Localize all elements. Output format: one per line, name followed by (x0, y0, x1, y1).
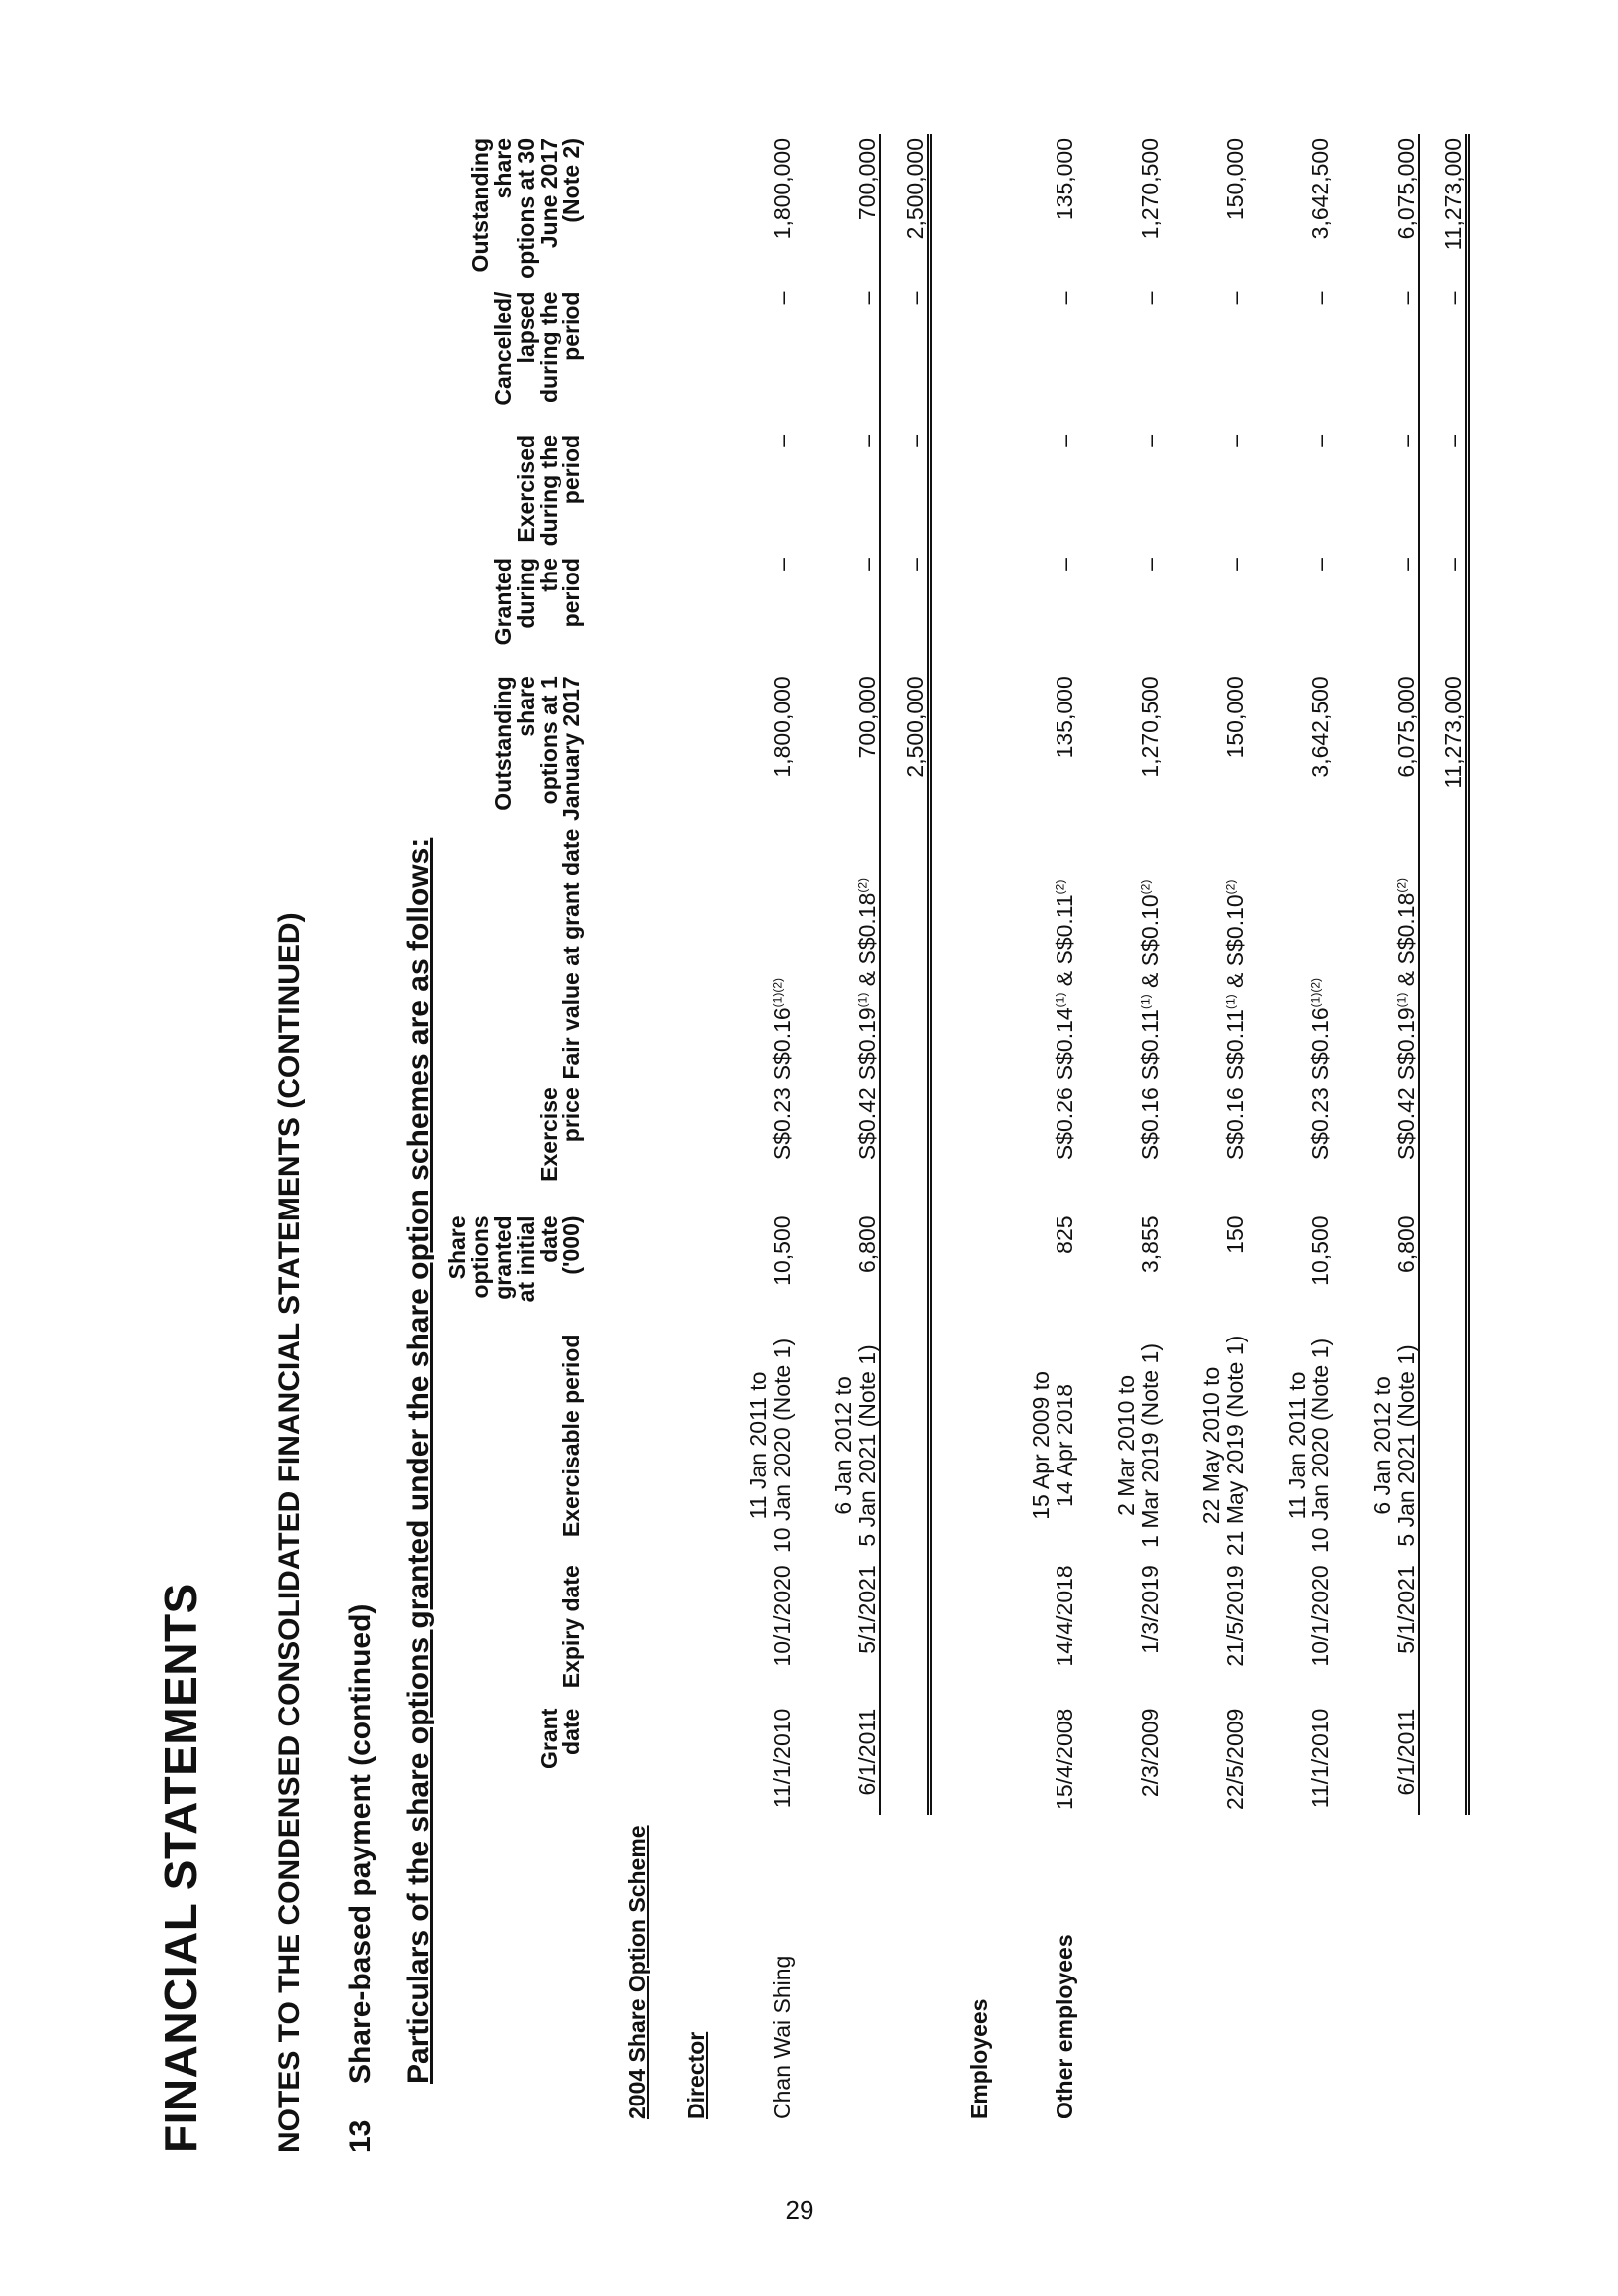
section-title: Share-based payment (continued) (344, 1603, 377, 2084)
exercised-during-period: – (853, 434, 880, 447)
scheme-row (589, 134, 649, 2123)
holder-name (1162, 1815, 1247, 2123)
fair-value-1: S$0.19 (853, 1007, 880, 1081)
exercisable-period-start: 2 Mar 2010 to (1112, 1374, 1139, 1516)
subtotal-cancelled: – (1419, 288, 1468, 431)
fair-value-1-note: (1) (1394, 992, 1409, 1008)
fair-value-2-note: (2) (1053, 879, 1067, 895)
cancelled-lapsed: – (768, 291, 795, 305)
column-header: Share options granted at initial date ('000) (444, 1215, 584, 1303)
expiry-date: 14/4/2018 (1051, 1565, 1077, 1667)
fair-value (991, 826, 1076, 1084)
table-body (589, 134, 1468, 2123)
fair-value-1-note: (1)(2) (770, 977, 785, 1008)
exercised-during-period: – (1221, 434, 1248, 447)
grant-date: 6/1/2011 (1392, 1708, 1419, 1796)
outstanding-closing: 1,270,500 (1136, 138, 1163, 240)
fair-value-2-note: (2) (1223, 879, 1238, 895)
fair-value-1-note: (1) (1138, 994, 1153, 1010)
grand-total-row (1419, 134, 1468, 2123)
share-options-table (446, 134, 1470, 2123)
fair-value-2-note: (2) (1394, 877, 1409, 893)
granted-during-period: – (1221, 558, 1248, 571)
granted-during-period: – (1392, 558, 1419, 571)
notes-title: NOTES TO THE CONDENSED CONSOLIDATED FINANCIAL STATEMENTS (CONTINUED) (273, 912, 306, 2153)
subtotal-blank (880, 1705, 930, 1815)
exercise-price: S$0.23 (768, 1087, 795, 1161)
subtotal-granted: – (1419, 554, 1468, 672)
outstanding-closing: 135,000 (1051, 138, 1077, 221)
director-label-row (649, 134, 708, 2123)
grant-date: 15/4/2008 (1051, 1708, 1077, 1810)
exercisable-period-end: 5 Jan 2021 (Note 1) (1392, 1344, 1419, 1547)
table-header-row (446, 134, 589, 2123)
exercisable-period-start: 11 Jan 2011 to (1283, 1371, 1309, 1520)
page-number: 29 (785, 2195, 814, 2225)
options-granted: 825 (1051, 1215, 1077, 1254)
employees-label-row (930, 134, 992, 2123)
subtotal-blank (1419, 1561, 1468, 1704)
fair-value (794, 826, 880, 1084)
page-heading: FINANCIAL STATEMENTS (155, 1583, 206, 2153)
exercise-price: S$0.42 (1392, 1087, 1419, 1161)
options-granted: 3,855 (1136, 1215, 1163, 1274)
exercise-price: S$0.23 (1307, 1087, 1333, 1161)
employees-label: Employees (965, 1998, 992, 2119)
subtotal-label-blank (1419, 1815, 1468, 2123)
subtotal-blank (1419, 826, 1468, 1084)
exercisable-period-start: 6 Jan 2012 to (1368, 1376, 1395, 1515)
exercised-during-period: – (1392, 434, 1419, 447)
column-header: Cancelled/ lapsed during the period (490, 291, 584, 406)
expiry-date: 1/3/2019 (1136, 1565, 1163, 1654)
column-header: Granted during the period (490, 558, 584, 646)
grant-date: 2/3/2009 (1136, 1708, 1163, 1798)
table-row (1162, 134, 1247, 2123)
fair-value-1: S$0.11 (1221, 1009, 1248, 1081)
outstanding-opening: 3,642,500 (1307, 676, 1333, 778)
holder-name (1076, 1815, 1162, 2123)
exercisable-period-end: 21 May 2019 (Note 1) (1221, 1335, 1248, 1557)
fair-value-2: & S$0.10 (1221, 894, 1248, 995)
granted-during-period: – (853, 558, 880, 571)
options-granted: 10,500 (768, 1215, 795, 1286)
table-row (991, 134, 1076, 2123)
subtotal-blank (880, 826, 930, 1084)
exercised-during-period: – (1307, 434, 1333, 447)
holder-name (1247, 1815, 1332, 2123)
expiry-date: 5/1/2021 (853, 1565, 880, 1654)
options-granted: 6,800 (1392, 1215, 1419, 1274)
table-row (1076, 134, 1162, 2123)
fair-value-1-note: (1) (855, 992, 870, 1008)
fair-value-1-note: (1) (1053, 992, 1067, 1008)
cancelled-lapsed: – (1307, 291, 1333, 305)
column-header: Outstanding share options at 30 June 2017 (Note 2) (467, 138, 584, 279)
director-subtotal-row (880, 134, 930, 2123)
cancelled-lapsed: – (853, 291, 880, 305)
subtotal-closing: 2,500,000 (880, 134, 930, 288)
particulars-heading: Particulars of the share options granted under the share option schemes are as follows: (402, 837, 435, 2084)
column-header: Exercised during the period (513, 434, 584, 547)
table-row (1332, 134, 1419, 2123)
exercise-price: S$0.16 (1136, 1087, 1163, 1161)
subtotal-blank (880, 1561, 930, 1704)
exercise-price: S$0.42 (853, 1087, 880, 1161)
granted-during-period: – (1307, 558, 1333, 571)
section-heading (344, 1604, 378, 2153)
exercisable-period-end: 10 Jan 2020 (Note 1) (1307, 1338, 1333, 1553)
expiry-date: 5/1/2021 (1392, 1565, 1419, 1654)
exercised-during-period: – (1136, 434, 1163, 447)
table-row (1247, 134, 1332, 2123)
exercisable-period (794, 1331, 880, 1562)
exercise-price: S$0.16 (1221, 1087, 1248, 1161)
fair-value-1: S$0.16 (768, 1007, 795, 1081)
subtotal-blank (880, 1212, 930, 1330)
outstanding-opening: 1,270,500 (1136, 676, 1163, 778)
holder-name (794, 1815, 880, 2123)
director-label: Director (683, 2031, 709, 2119)
granted-during-period: – (1051, 558, 1077, 571)
fair-value-1: S$0.16 (1307, 1007, 1333, 1081)
expiry-date: 10/1/2020 (1307, 1565, 1333, 1667)
fair-value-1: S$0.14 (1051, 1007, 1077, 1081)
exercisable-period-start: 15 Apr 2009 to (1027, 1371, 1054, 1520)
grant-date: 11/1/2010 (1307, 1708, 1333, 1809)
section-number: 13 (344, 2119, 377, 2153)
column-header-blank (446, 1815, 589, 2123)
cancelled-lapsed: – (1392, 291, 1419, 305)
exercisable-period (1162, 1331, 1247, 1562)
subtotal-cancelled: – (880, 288, 930, 431)
holder-name (1332, 1815, 1419, 2123)
exercisable-period (1247, 1331, 1332, 1562)
outstanding-opening: 150,000 (1221, 676, 1248, 759)
rotated-page-content (144, 129, 1466, 2153)
outstanding-opening: 1,800,000 (768, 676, 795, 778)
options-granted: 10,500 (1307, 1215, 1333, 1286)
exercisable-period (708, 1331, 794, 1562)
grant-date: 22/5/2009 (1221, 1708, 1248, 1810)
fair-value-1: S$0.11 (1136, 1009, 1163, 1081)
cancelled-lapsed: – (1051, 291, 1077, 305)
exercised-during-period: – (1051, 434, 1077, 447)
exercised-during-period: – (768, 434, 795, 447)
options-granted: 150 (1221, 1215, 1248, 1254)
holder-name: Other employees (1051, 1934, 1077, 2119)
granted-during-period: – (768, 558, 795, 571)
exercise-price: S$0.26 (1051, 1087, 1077, 1161)
fair-value-2: & S$0.18 (853, 892, 880, 993)
column-header: Grant date (536, 1708, 584, 1769)
cancelled-lapsed: – (1221, 291, 1248, 305)
subtotal-exercised: – (1419, 431, 1468, 554)
scheme-label: 2004 Share Option Scheme (623, 1825, 650, 2119)
outstanding-opening: 700,000 (853, 676, 880, 759)
expiry-date: 21/5/2019 (1221, 1565, 1248, 1667)
fair-value-1: S$0.19 (1392, 1007, 1419, 1081)
outstanding-closing: 700,000 (853, 138, 880, 221)
column-header: Exercisable period (559, 1334, 584, 1538)
outstanding-closing: 150,000 (1221, 138, 1248, 221)
exercisable-period (1332, 1331, 1419, 1562)
fair-value (708, 826, 794, 1084)
fair-value-2-note: (2) (1138, 879, 1153, 895)
fair-value-2: & S$0.10 (1136, 894, 1163, 995)
fair-value-2: & S$0.18 (1392, 892, 1419, 993)
fair-value (1332, 826, 1419, 1084)
fair-value-2-note: (2) (855, 877, 870, 893)
exercisable-period-end: 14 Apr 2018 (1051, 1383, 1077, 1507)
fair-value (1247, 826, 1332, 1084)
fair-value-1-note: (1)(2) (1308, 977, 1323, 1008)
column-header: Fair value at grant date (559, 829, 584, 1080)
column-header: Expiry date (559, 1565, 584, 1689)
exercisable-period (1076, 1331, 1162, 1562)
subtotal-exercised: – (880, 431, 930, 554)
exercisable-period (991, 1331, 1076, 1562)
subtotal-blank (880, 1084, 930, 1212)
subtotal-blank (880, 1331, 930, 1562)
exercisable-period-end: 10 Jan 2020 (Note 1) (768, 1338, 795, 1553)
outstanding-opening: 6,075,000 (1392, 676, 1419, 778)
outstanding-closing: 6,075,000 (1392, 138, 1419, 240)
exercisable-period-start: 6 Jan 2012 to (829, 1376, 856, 1515)
options-granted: 6,800 (853, 1215, 880, 1274)
subtotal-label-blank (880, 1815, 930, 2123)
table-row (794, 134, 880, 2123)
granted-during-period: – (1136, 558, 1163, 571)
subtotal-opening: 2,500,000 (880, 672, 930, 825)
outstanding-opening: 135,000 (1051, 676, 1077, 759)
cancelled-lapsed: – (1136, 291, 1163, 305)
exercisable-period-start: 22 May 2010 to (1197, 1366, 1224, 1525)
exercisable-period-end: 5 Jan 2021 (Note 1) (853, 1344, 880, 1547)
exercisable-period-end: 1 Mar 2019 (Note 1) (1136, 1343, 1163, 1548)
subtotal-blank (1419, 1212, 1468, 1330)
fair-value-1-note: (1) (1223, 994, 1238, 1010)
subtotal-blank (1419, 1705, 1468, 1815)
holder-name: Chan Wai Shing (768, 1955, 795, 2119)
grant-date: 11/1/2010 (768, 1708, 795, 1809)
fair-value-2: & S$0.11 (1051, 894, 1077, 993)
subtotal-granted: – (880, 554, 930, 672)
outstanding-closing: 3,642,500 (1307, 138, 1333, 240)
fair-value (1162, 826, 1247, 1084)
subtotal-blank (1419, 1331, 1468, 1562)
subtotal-blank (1419, 1084, 1468, 1212)
outstanding-closing: 1,800,000 (768, 138, 795, 240)
column-header: Outstanding share options at 1 January 2017 (490, 676, 584, 822)
table-row (708, 134, 794, 2123)
subtotal-opening: 11,273,000 (1419, 672, 1468, 825)
expiry-date: 10/1/2020 (768, 1565, 795, 1667)
fair-value (1076, 826, 1162, 1084)
grant-date: 6/1/2011 (853, 1708, 880, 1796)
exercisable-period-start: 11 Jan 2011 to (744, 1371, 771, 1520)
column-header: Exercise price (536, 1087, 584, 1182)
subtotal-closing: 11,273,000 (1419, 134, 1468, 288)
